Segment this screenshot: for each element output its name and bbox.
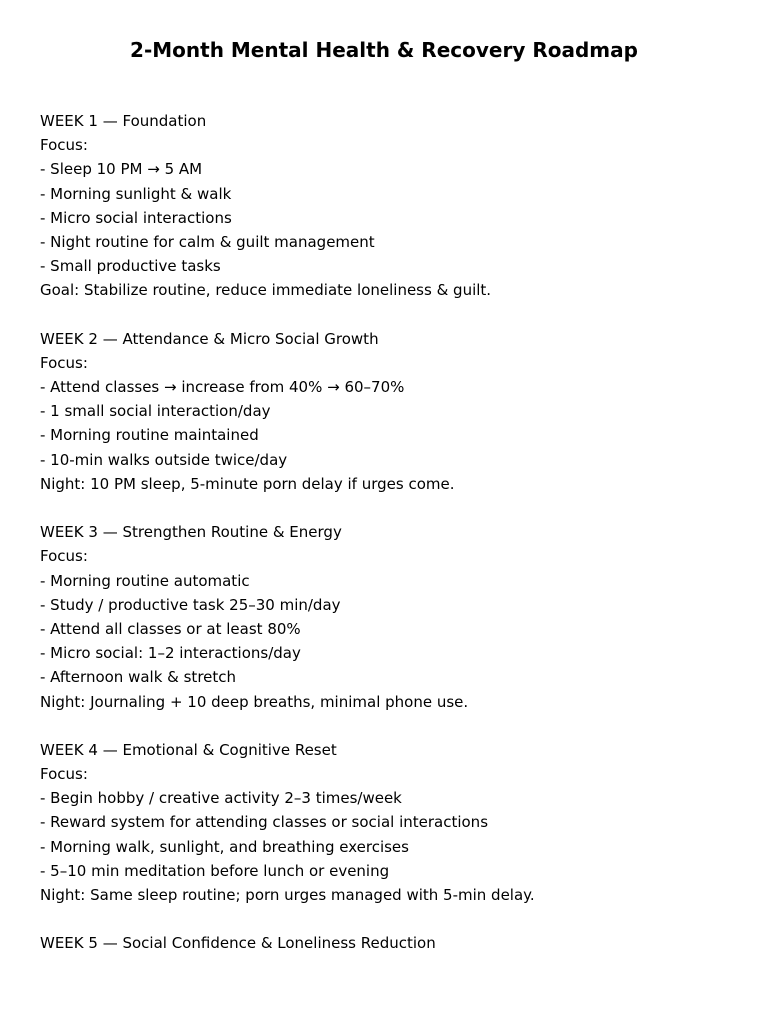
week-heading: WEEK 5 — Social Confidence & Loneliness Reduction — [40, 934, 436, 953]
list-item: - Study / productive task 25–30 min/day — [40, 595, 341, 614]
list-item: - Night routine for calm & guilt management — [40, 232, 375, 251]
list-item: - Sleep 10 PM → 5 AM — [40, 160, 203, 179]
list-item: - Morning routine automatic — [40, 571, 250, 590]
focus-label: Focus: — [40, 765, 88, 784]
spacer — [40, 907, 740, 931]
list-item: - Reward system for attending classes or social interactions — [40, 813, 489, 832]
week-closing: Night: Same sleep routine; porn urges managed with 5-min delay. — [40, 886, 535, 904]
spacer — [40, 496, 740, 520]
list-item: - 1 small social interaction/day — [40, 402, 271, 421]
list-item: - 10-min walks outside twice/day — [40, 450, 288, 469]
list-item: - 5–10 min meditation before lunch or evening — [40, 861, 390, 880]
list-item: - Attend classes → increase from 40% → 60–70% — [40, 378, 405, 397]
week-closing: Night: Journaling + 10 deep breaths, minimal phone use. — [40, 692, 469, 711]
focus-label: Focus: — [40, 136, 88, 155]
list-item: - Morning walk, sunlight, and breathing exercises — [40, 837, 409, 856]
week-heading: WEEK 2 — Attendance & Micro Social Growth — [40, 329, 379, 348]
list-item: - Micro social: 1–2 interactions/day — [40, 644, 301, 663]
list-item: - Morning routine maintained — [40, 426, 259, 445]
list-item: - Morning sunlight & walk — [40, 184, 232, 203]
focus-label: Focus: — [40, 353, 88, 372]
document-body — [40, 109, 740, 956]
spacer — [40, 303, 740, 327]
week-heading: WEEK 3 — Strengthen Routine & Energy — [40, 523, 342, 542]
week-closing: Night: 10 PM sleep, 5-minute porn delay if urges come. — [40, 474, 455, 493]
focus-label: Focus: — [40, 547, 88, 566]
list-item: - Begin hobby / creative activity 2–3 times/week — [40, 789, 402, 808]
week-heading: WEEK 1 — Foundation — [40, 112, 207, 130]
week-heading: WEEK 4 — Emotional & Cognitive Reset — [40, 740, 337, 759]
list-item: - Afternoon walk & stretch — [40, 668, 237, 687]
list-item: - Small productive tasks — [40, 257, 221, 276]
spacer — [40, 714, 740, 738]
week-closing: Goal: Stabilize routine, reduce immediate loneliness & guilt. — [40, 281, 492, 300]
document-title: 2-Month Mental Health & Recovery Roadmap — [130, 38, 638, 62]
list-item: - Micro social interactions — [40, 208, 232, 227]
list-item: - Attend all classes or at least 80% — [40, 619, 301, 638]
